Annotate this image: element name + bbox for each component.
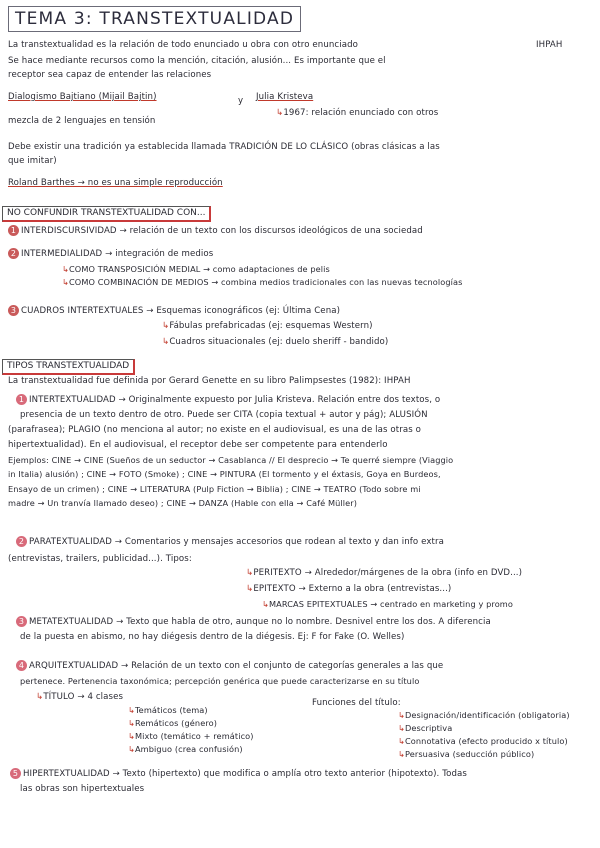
page-title: TEMA 3: TRANSTEXTUALIDAD: [8, 6, 301, 32]
confundir-item-2-text: INTERMEDIALIDAD → integración de medios: [21, 249, 214, 259]
number-badge: 5: [10, 768, 21, 779]
conjunction-y: y: [238, 96, 244, 106]
arrow-icon: ↳: [36, 692, 44, 702]
intro-line-1: La transtextualidad es la relación de todo enunciado u obra con otro enunciado: [8, 40, 359, 50]
number-badge: 1: [16, 394, 27, 405]
arrow-icon: ↳: [128, 731, 135, 741]
mezcla-note: mezcla de 2 lenguajes en tensión: [8, 116, 156, 126]
confundir-heading: NO CONFUNDIR TRANSTEXTUALIDAD CON...: [2, 206, 211, 222]
arrow-icon: ↳: [246, 568, 254, 578]
tipo-1-line-7: madre → Un tranvía llamado deseo) ; CINE → DANZA (Hable con ella → Café Müller): [8, 498, 358, 508]
tipo-1-line-4: Ejemplos: CINE → CINE (Sueños de un seductor → Casablanca // El desprecio → Te querré siempre (Viaggio: [8, 455, 454, 465]
arrow-icon: ↳: [246, 584, 254, 594]
funcion-4-text: Persuasiva (seducción público): [404, 749, 535, 759]
tipo-4-line-1: pertenece. Pertenencia taxonómica; percepción genérica que puede caracterizarse en su título: [20, 676, 420, 686]
clase-3: [128, 731, 254, 742]
tipo-2c-text: MARCAS EPITEXTUALES → centrado en marketing y promo: [268, 599, 513, 609]
intro-line-3: receptor sea capaz de entender las relaciones: [8, 70, 212, 80]
tipo-5-line-1: las obras son hipertextuales: [20, 784, 145, 794]
tipo-2b: [246, 584, 451, 595]
tipo-2-line-1: (entrevistas, trailers, publicidad...). Tipos:: [8, 554, 192, 564]
intro-line-2: Se hace mediante recursos como la mención, citación, alusión... Es importante que el: [8, 56, 386, 66]
titulo-clases: [36, 692, 123, 703]
number-badge: 3: [8, 305, 19, 316]
clase-2: [128, 718, 217, 729]
confundir-item-3a: [162, 321, 373, 332]
tipos-intro: La transtextualidad fue definida por Gerard Genette en su libro Palimpsestes (1982): IHPAH: [8, 376, 411, 386]
arrow-icon: ↳: [62, 277, 69, 287]
arrow-icon: ↳: [128, 718, 135, 728]
clase-3-text: Mixto (temático + remático): [134, 731, 254, 741]
funcion-4: [398, 749, 534, 760]
funcion-1-text: Designación/identificación (obligatoria): [404, 710, 570, 720]
funcion-3-text: Connotativa (efecto producido x título): [404, 736, 568, 746]
confundir-item-3a-text: Fábulas prefabricadas (ej: esquemas Western): [169, 321, 373, 331]
tipo-2-text: PARATEXTUALIDAD → Comentarios y mensajes accesorios que rodean al texto y dan info extra: [29, 537, 444, 547]
tipo-1-line-0: [16, 394, 440, 406]
confundir-item-3b-text: Cuadros situacionales (ej: duelo sheriff - bandido): [169, 337, 389, 347]
funcion-3: [398, 736, 568, 747]
clase-1-text: Temáticos (tema): [134, 705, 208, 715]
arrow-icon: ↳: [162, 337, 170, 347]
tipo-5-text: HIPERTEXTUALIDAD → Texto (hipertexto) que modifica o amplía otro texto anterior (hipotexto). Todas: [23, 769, 467, 779]
tipo-3-text: METATEXTUALIDAD → Texto que habla de otro, aunque no lo nombre. Desnivel entre los dos. A diferencia: [29, 617, 491, 627]
tipo-2a: [246, 568, 522, 579]
confundir-item-3b: [162, 337, 388, 348]
arrow-icon: ↳: [128, 744, 135, 754]
confundir-item-1-text: INTERDISCURSIVIDAD → relación de un texto con los discursos ideológicos de una sociedad: [21, 226, 423, 236]
confundir-item-3: [8, 305, 340, 317]
tipo-1-line-3: hipertextualidad). En el audiovisual, el receptor debe ser competente para entenderlo: [8, 440, 388, 450]
tipo-1-text: INTERTEXTUALIDAD → Originalmente expuesto por Julia Kristeva. Relación entre dos textos, o: [29, 395, 441, 405]
clase-1: [128, 705, 208, 716]
clase-4: [128, 744, 243, 755]
tipo-4-line-0: [16, 660, 443, 672]
tipo-2-line-0: [16, 536, 444, 548]
clase-4-text: Ambiguo (crea confusión): [134, 744, 243, 754]
intro-line-4: Debe existir una tradición ya establecida llamada TRADICIÓN DE LO CLÁSICO (obras clásicas a las: [8, 142, 440, 152]
arrow-icon: ↳: [398, 749, 405, 759]
barthes-line: Roland Barthes → no es una simple reproducción: [8, 178, 223, 188]
tipo-2c: [262, 599, 513, 610]
confundir-item-1: [8, 225, 423, 237]
titulo-clases-text: TÍTULO → 4 clases: [43, 692, 124, 702]
tipo-2b-text: EPITEXTO → Externo a la obra (entrevistas...): [253, 584, 452, 594]
arrow-icon: ↳: [398, 723, 405, 733]
number-badge: 3: [16, 616, 27, 627]
arrow-icon: ↳: [398, 736, 405, 746]
number-badge: 1: [8, 225, 19, 236]
arrow-icon: ↳: [262, 599, 269, 609]
funcion-2: [398, 723, 452, 734]
tipo-3-line-1: de la puesta en abismo, no hay diégesis dentro de la diégesis. Ej: F for Fake (O. Welles): [20, 632, 405, 642]
kristeva-note-text: 1967: relación enunciado con otros: [283, 108, 439, 118]
tipo-1-line-1: presencia de un texto dentro de otro. Puede ser CITA (copia textual + autor y pág); ALUSIÓN: [20, 410, 428, 420]
tipo-4-text: ARQUITEXTUALIDAD → Relación de un texto con el conjunto de categorías generales a las que: [29, 661, 444, 671]
confundir-item-2a-text: COMO TRANSPOSICIÓN MEDIAL → como adaptaciones de pelis: [68, 264, 330, 274]
confundir-item-2a: [62, 264, 330, 275]
clase-2-text: Remáticos (género): [134, 718, 218, 728]
arrow-icon: ↳: [276, 108, 284, 118]
julia-kristeva-label: Julia Kristeva: [256, 92, 314, 102]
kristeva-note: [276, 108, 438, 119]
arrow-icon: ↳: [62, 264, 69, 274]
tipo-5-line-0: [10, 768, 467, 780]
funciones-heading: Funciones del título:: [312, 698, 401, 708]
number-badge: 4: [16, 660, 27, 671]
confundir-item-2b: [62, 277, 463, 288]
funcion-2-text: Descriptiva: [404, 723, 453, 733]
tipo-3-line-0: [16, 616, 491, 628]
number-badge: 2: [16, 536, 27, 547]
arrow-icon: ↳: [128, 705, 135, 715]
intro-tag-ihpah: IHPAH: [536, 40, 563, 50]
dialogismo-label: Dialogismo Bajtiano (Mijail Bajtin): [8, 92, 157, 102]
confundir-item-2b-text: COMO COMBINACIÓN DE MEDIOS → combina medios tradicionales con las nuevas tecnologías: [68, 277, 463, 287]
tipo-1-line-6: Ensayo de un crimen) ; CINE → LITERATURA (Pulp Fiction → Biblia) ; CINE → TEATRO (Todo sobre mi: [8, 484, 421, 494]
arrow-icon: ↳: [398, 710, 405, 720]
intro-line-5: que imitar): [8, 156, 57, 166]
tipo-2a-text: PERITEXTO → Alrededor/márgenes de la obra (info en DVD...): [253, 568, 523, 578]
confundir-item-2: [8, 248, 213, 260]
number-badge: 2: [8, 248, 19, 259]
funcion-1: [398, 710, 570, 721]
tipo-1-line-2: (parafrasea); PLAGIO (no menciona al autor; no existe en el audiovisual, es una de las otras o: [8, 425, 422, 435]
confundir-item-3-text: CUADROS INTERTEXTUALES → Esquemas iconográficos (ej: Última Cena): [21, 306, 341, 316]
tipos-heading: TIPOS TRANSTEXTUALIDAD: [2, 359, 135, 375]
arrow-icon: ↳: [162, 321, 170, 331]
tipo-1-line-5: in Italia) alusión) ; CINE → FOTO (Smoke) ; CINE → PINTURA (El tormento y el éxtasis, Goya en Burdeos,: [8, 469, 441, 479]
